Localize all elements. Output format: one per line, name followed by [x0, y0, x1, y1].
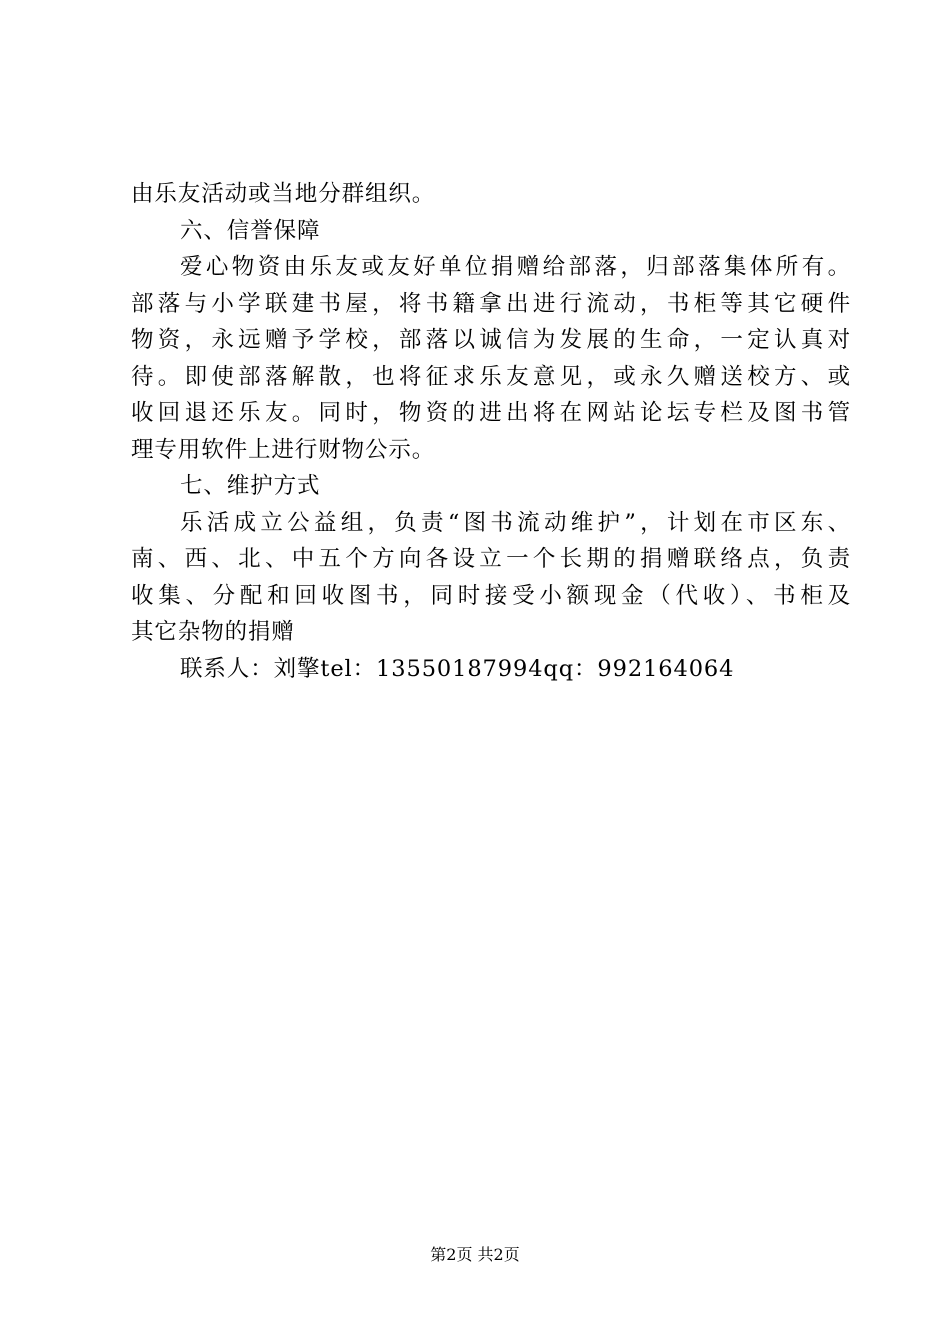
section-heading-credit-guarantee: 六、信誉保障	[180, 217, 321, 244]
page-number-footer: 第2页 共2页	[430, 1245, 520, 1264]
paragraph-line: 理专用软件上进行财物公示。	[131, 436, 436, 463]
paragraph-line: 收集、分配和回收图书，同时接受小额现金（代收）、书柜及	[131, 582, 851, 609]
paragraph-line: 由乐友活动或当地分群组织。	[131, 181, 436, 207]
paragraph-line: 南、西、北、中五个方向各设立一个长期的捐赠联络点，负责	[131, 546, 851, 572]
paragraph-line: 其它杂物的捐赠	[131, 619, 295, 645]
paragraph-line: 待。即使部落解散，也将征求乐友意见，或永久赠送校方、或	[131, 363, 851, 390]
paragraph-line: 部落与小学联建书屋，将书籍拿出进行流动，书柜等其它硬件	[131, 290, 851, 317]
paragraph-line: 物资，永远赠予学校，部落以诚信为发展的生命，一定认真对	[131, 327, 851, 353]
paragraph-line: 乐活成立公益组，负责“图书流动维护”，计划在市区东、	[180, 509, 851, 536]
section-heading-maintenance: 七、维护方式	[180, 473, 321, 499]
contact-line: 联系人：刘擎tel：13550187994qq：992164064	[180, 655, 735, 682]
document-body	[131, 176, 851, 687]
paragraph-line: 爱心物资由乐友或友好单位捐赠给部落，归部落集体所有。	[180, 254, 851, 280]
paragraph-line: 收回退还乐友。同时，物资的进出将在网站论坛专栏及图书管	[131, 400, 851, 426]
